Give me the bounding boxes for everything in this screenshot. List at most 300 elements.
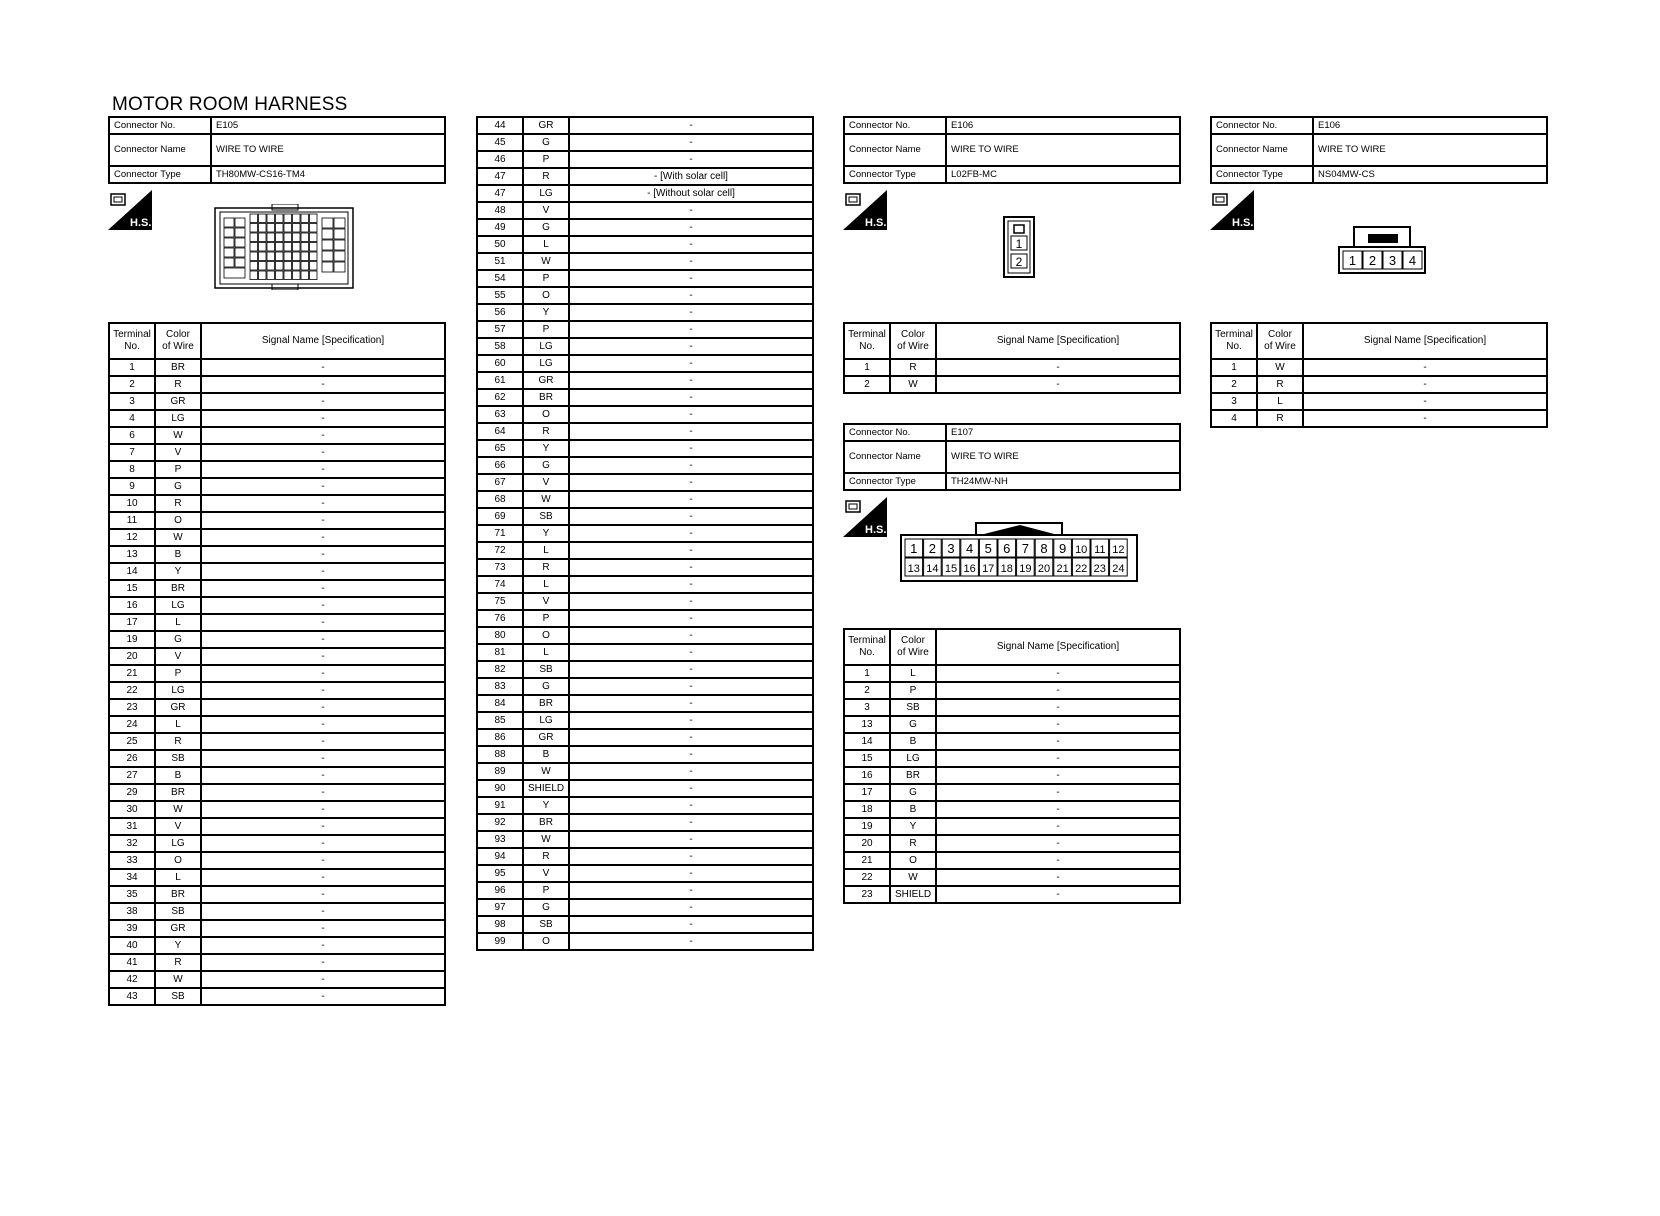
signal-name-cell: - [201,699,445,716]
wire-color-cell: V [523,202,569,219]
terminal-no-cell: 17 [109,614,155,631]
signal-name-cell: - [569,338,813,355]
table-row [477,406,813,423]
terminal-no-cell: 30 [109,801,155,818]
terminal-no-cell: 41 [109,954,155,971]
wire-color-cell: BR [523,389,569,406]
wire-color-cell: P [523,270,569,287]
pin-label: 6 [1003,541,1011,556]
wire-color-cell: Y [523,797,569,814]
terminal-no-cell: 72 [477,542,523,559]
terminal-no-cell: 61 [477,372,523,389]
table-row [844,699,1180,716]
wire-color-cell: L [523,236,569,253]
terminal-table-e106-b [1210,322,1548,428]
signal-name-cell: - [201,393,445,410]
signal-name-cell: - [936,359,1180,376]
pin-cavity [310,243,318,252]
terminal-no-cell: 45 [477,134,523,151]
svg-text:H.S.: H.S. [865,217,887,229]
wire-color-cell: Y [523,304,569,321]
signal-name-cell: - [201,767,445,784]
terminal-no-cell: 13 [844,716,890,733]
wire-color-cell: GR [155,393,201,410]
signal-name-cell: - [569,763,813,780]
table-row [477,168,813,185]
pin-label: 1 [1015,237,1023,251]
pin-cavity [293,252,301,261]
wire-color-cell: LG [523,338,569,355]
pin-label: 20 [1037,563,1051,575]
terminal-no-cell: 50 [477,236,523,253]
signal-name-cell: - [201,376,445,393]
signal-name-cell: - [201,665,445,682]
signal-name-cell: - [569,117,813,134]
wire-color-cell: G [523,219,569,236]
wire-color-cell: L [523,644,569,661]
pin-cavity [235,228,245,237]
connector-no-value: E106 [1313,117,1547,134]
signal-name-cell: - [569,780,813,797]
signal-name-cell: - [201,563,445,580]
wire-color-cell: V [155,648,201,665]
table-row [109,699,445,716]
signal-name-cell: - [569,712,813,729]
table-row [477,542,813,559]
harness-side-icon [1210,190,1254,230]
wire-color-cell: B [523,746,569,763]
pin-cavity [276,243,284,252]
pin-cavity [259,252,267,261]
pin-cavity [224,268,245,278]
table-row [109,852,445,869]
pin-cavity [267,243,275,252]
table-row [109,580,445,597]
connector-type-value: TH24MW-NH [946,473,1180,490]
terminal-no-cell: 20 [109,648,155,665]
pin-label: 13 [907,563,920,575]
page-title: MOTOR ROOM HARNESS [112,94,348,115]
table-row [844,886,1180,903]
wire-color-cell: L [890,665,936,682]
signal-name-cell: - [569,865,813,882]
table-row [109,461,445,478]
wire-color-cell: R [523,168,569,185]
signal-name-cell: - [936,682,1180,699]
pin-cavity [224,238,234,247]
pin-cavity [334,251,345,261]
signal-name-cell: - [569,389,813,406]
signal-name-cell: - [569,916,813,933]
terminal-no-cell: 1 [109,359,155,376]
wire-color-cell: W [523,491,569,508]
signal-name-cell: - [201,359,445,376]
wire-color-cell: O [523,627,569,644]
table-row [1211,393,1547,410]
pin-cavity [224,248,234,257]
table-row [109,614,445,631]
terminal-no-cell: 3 [1211,393,1257,410]
signal-name-cell: - [569,202,813,219]
connector-name-value: WIRE TO WIRE [946,441,1180,473]
table-row [477,610,813,627]
table-row [477,865,813,882]
wire-color-cell: O [155,512,201,529]
wire-color-cell: LG [890,750,936,767]
terminal-no-cell: 32 [109,835,155,852]
pin-cavity [259,214,267,223]
table-row [477,202,813,219]
pin-cavity [267,252,275,261]
signal-name-cell: - [569,491,813,508]
terminal-no-cell: 97 [477,899,523,916]
pin-label: 14 [926,563,939,575]
table-row [477,576,813,593]
pin-cavity [267,271,275,280]
table-row [477,644,813,661]
table-row [109,903,445,920]
wire-color-cell: R [155,733,201,750]
signal-name-cell: - [569,423,813,440]
table-row [477,372,813,389]
table-row [109,478,445,495]
table-row [477,389,813,406]
table-row [477,933,813,950]
pin-cavity [276,224,284,233]
table-row [844,682,1180,699]
pin-label: 21 [1056,563,1069,575]
wire-color-cell: G [155,478,201,495]
terminal-no-cell: 6 [109,427,155,444]
table-row [1211,376,1547,393]
pin-cavity [259,243,267,252]
wire-color-cell: L [155,716,201,733]
header-signal-name: Signal Name [Specification] [936,629,1180,665]
signal-name-cell: - [201,478,445,495]
pin-cavity [301,243,309,252]
signal-name-cell: - [1303,393,1547,410]
signal-name-cell: - [936,767,1180,784]
pin-label: 18 [1000,563,1013,575]
connector-e106-a [843,116,1181,184]
signal-name-cell: - [569,372,813,389]
connector-e107 [843,423,1181,491]
pin-cavity [250,243,258,252]
signal-name-cell: - [201,937,445,954]
wire-color-cell: L [1257,393,1303,410]
wire-color-cell: G [523,134,569,151]
pin-label: 19 [1019,563,1032,575]
table-row [477,508,813,525]
label-connector-type: Connector Type [109,166,211,183]
signal-name-cell: - [201,869,445,886]
table-row [477,525,813,542]
terminal-no-cell: 22 [109,682,155,699]
signal-name-cell: - [569,236,813,253]
wire-color-cell: G [523,899,569,916]
signal-name-cell: - [Without solar cell] [569,185,813,202]
wire-color-cell: L [155,869,201,886]
header-signal-name: Signal Name [Specification] [1303,323,1547,359]
table-row [844,852,1180,869]
terminal-no-cell: 43 [109,988,155,1005]
pin-cavity [276,252,284,261]
signal-name-cell: - [569,661,813,678]
pin-label: 17 [982,563,995,575]
signal-name-cell: - [569,406,813,423]
signal-name-cell: - [201,750,445,767]
signal-name-cell: - [201,529,445,546]
pin-cavity [267,214,275,223]
signal-name-cell: - [936,376,1180,393]
pin-cavity [310,252,318,261]
terminal-no-cell: 80 [477,627,523,644]
wire-color-cell: G [523,457,569,474]
terminal-no-cell: 9 [109,478,155,495]
table-row [109,869,445,886]
terminal-no-cell: 51 [477,253,523,270]
pin-cavity [284,214,292,223]
label-connector-type: Connector Type [844,166,946,183]
table-row [477,712,813,729]
pin-cavity [293,233,301,242]
label-connector-name: Connector Name [844,134,946,166]
table-row [1211,410,1547,427]
wire-color-cell: O [155,852,201,869]
pin-cavity [334,218,345,228]
signal-name-cell: - [With solar cell] [569,168,813,185]
signal-name-cell: - [936,784,1180,801]
wire-color-cell: GR [523,372,569,389]
wire-color-cell: R [155,954,201,971]
terminal-no-cell: 67 [477,474,523,491]
signal-name-cell: - [201,444,445,461]
table-row [109,835,445,852]
table-row [844,733,1180,750]
wire-color-cell: SB [890,699,936,716]
terminal-no-cell: 65 [477,440,523,457]
terminal-no-cell: 86 [477,729,523,746]
table-row [477,219,813,236]
terminal-no-cell: 14 [109,563,155,580]
wire-color-cell: SB [523,916,569,933]
table-row [477,185,813,202]
terminal-no-cell: 84 [477,695,523,712]
wire-color-cell: GR [155,920,201,937]
terminal-no-cell: 69 [477,508,523,525]
table-row [109,512,445,529]
wire-color-cell: BR [890,767,936,784]
pin-label: 15 [944,563,958,575]
signal-name-cell: - [201,971,445,988]
wire-color-cell: O [523,287,569,304]
wire-color-cell: B [890,733,936,750]
pin-label: 12 [1112,544,1125,556]
wire-color-cell: LG [155,835,201,852]
pin-label: 16 [963,563,976,575]
signal-name-cell: - [201,631,445,648]
wire-color-cell: W [155,427,201,444]
terminal-no-cell: 38 [109,903,155,920]
terminal-no-cell: 27 [109,767,155,784]
table-row [477,899,813,916]
terminal-no-cell: 88 [477,746,523,763]
table-row [109,427,445,444]
terminal-no-cell: 18 [844,801,890,818]
harness-side-icon [843,497,887,537]
wire-color-cell: R [890,835,936,852]
terminal-no-cell: 2 [1211,376,1257,393]
table-row [477,814,813,831]
wire-color-cell: P [523,882,569,899]
table-row [844,665,1180,682]
table-row [109,920,445,937]
signal-name-cell: - [201,512,445,529]
signal-name-cell: - [569,542,813,559]
terminal-no-cell: 2 [109,376,155,393]
pin-label: 2 [1368,253,1377,268]
wire-color-cell: G [155,631,201,648]
terminal-no-cell: 15 [844,750,890,767]
label-connector-no: Connector No. [844,117,946,134]
pin-cavity [250,271,258,280]
terminal-no-cell: 19 [109,631,155,648]
pin-label: 10 [1075,544,1088,556]
table-row [477,355,813,372]
wire-color-cell: SB [155,750,201,767]
terminal-table-e106-a [843,322,1181,394]
pin-label: 22 [1075,563,1088,575]
terminal-no-cell: 29 [109,784,155,801]
header-terminal-no: Terminal No. [844,629,890,665]
table-row [477,678,813,695]
pin-row [1343,251,1422,269]
terminal-no-cell: 71 [477,525,523,542]
terminal-no-cell: 91 [477,797,523,814]
pin-cavity [301,224,309,233]
wire-color-cell: V [523,865,569,882]
pin-cavity [310,214,318,223]
signal-name-cell: - [569,678,813,695]
wire-color-cell: V [523,474,569,491]
connector-e106-b [1210,116,1548,184]
connector-no-value: E105 [211,117,445,134]
pin-cavity [322,229,333,239]
terminal-no-cell: 74 [477,576,523,593]
wire-color-cell: R [523,559,569,576]
wire-color-cell: LG [523,712,569,729]
terminal-no-cell: 21 [844,852,890,869]
signal-name-cell: - [201,427,445,444]
signal-name-cell: - [569,474,813,491]
signal-name-cell: - [936,665,1180,682]
wire-color-cell: SB [155,988,201,1005]
wire-color-cell: LG [155,597,201,614]
table-row [477,695,813,712]
terminal-no-cell: 64 [477,423,523,440]
wire-color-cell: B [155,767,201,784]
pin-cavity [293,271,301,280]
pin-label: 1 [1348,253,1357,268]
pin-label: 7 [1021,541,1030,556]
terminal-no-cell: 35 [109,886,155,903]
pin-cavity [310,262,318,271]
wire-color-cell: P [155,665,201,682]
table-row [477,474,813,491]
terminal-no-cell: 1 [1211,359,1257,376]
connector-no-value: E106 [946,117,1180,134]
terminal-no-cell: 56 [477,304,523,321]
table-row [477,270,813,287]
signal-name-cell: - [569,831,813,848]
signal-name-cell: - [569,151,813,168]
terminal-no-cell: 4 [1211,410,1257,427]
wire-color-cell: R [523,848,569,865]
signal-name-cell: - [569,729,813,746]
signal-name-cell: - [569,287,813,304]
terminal-no-cell: 34 [109,869,155,886]
pin-cavity [284,262,292,271]
table-row [109,750,445,767]
signal-name-cell: - [201,903,445,920]
signal-name-cell: - [201,920,445,937]
terminal-no-cell: 20 [844,835,890,852]
table-row [844,716,1180,733]
signal-name-cell: - [569,355,813,372]
wire-color-cell: V [155,818,201,835]
pin-cavity [250,224,258,233]
terminal-no-cell: 21 [109,665,155,682]
terminal-no-cell: 25 [109,733,155,750]
terminal-no-cell: 2 [844,682,890,699]
table-row [477,321,813,338]
terminal-no-cell: 93 [477,831,523,848]
terminal-no-cell: 14 [844,733,890,750]
table-row [109,937,445,954]
connector-name-value: WIRE TO WIRE [1313,134,1547,166]
terminal-no-cell: 94 [477,848,523,865]
table-row [477,746,813,763]
connector-type-value: NS04MW-CS [1313,166,1547,183]
table-row [477,253,813,270]
label-connector-type: Connector Type [1211,166,1313,183]
pin-cavity [334,240,345,250]
table-row [109,359,445,376]
pin-cavity [259,233,267,242]
terminal-no-cell: 33 [109,852,155,869]
table-row [477,134,813,151]
terminal-no-cell: 96 [477,882,523,899]
pin-cavity [259,271,267,280]
wire-color-cell: W [890,376,936,393]
signal-name-cell: - [936,733,1180,750]
wire-color-cell: BR [155,784,201,801]
signal-name-cell: - [201,495,445,512]
pin-cavity [284,252,292,261]
table-row [109,648,445,665]
terminal-no-cell: 55 [477,287,523,304]
terminal-no-cell: 15 [109,580,155,597]
table-row [109,665,445,682]
table-row [477,627,813,644]
pin-cavity [322,240,333,250]
pin-label: 2 [928,541,937,556]
wire-color-cell: W [523,763,569,780]
pin-cavity [267,262,275,271]
terminal-no-cell: 13 [109,546,155,563]
terminal-no-cell: 46 [477,151,523,168]
signal-name-cell: - [569,848,813,865]
